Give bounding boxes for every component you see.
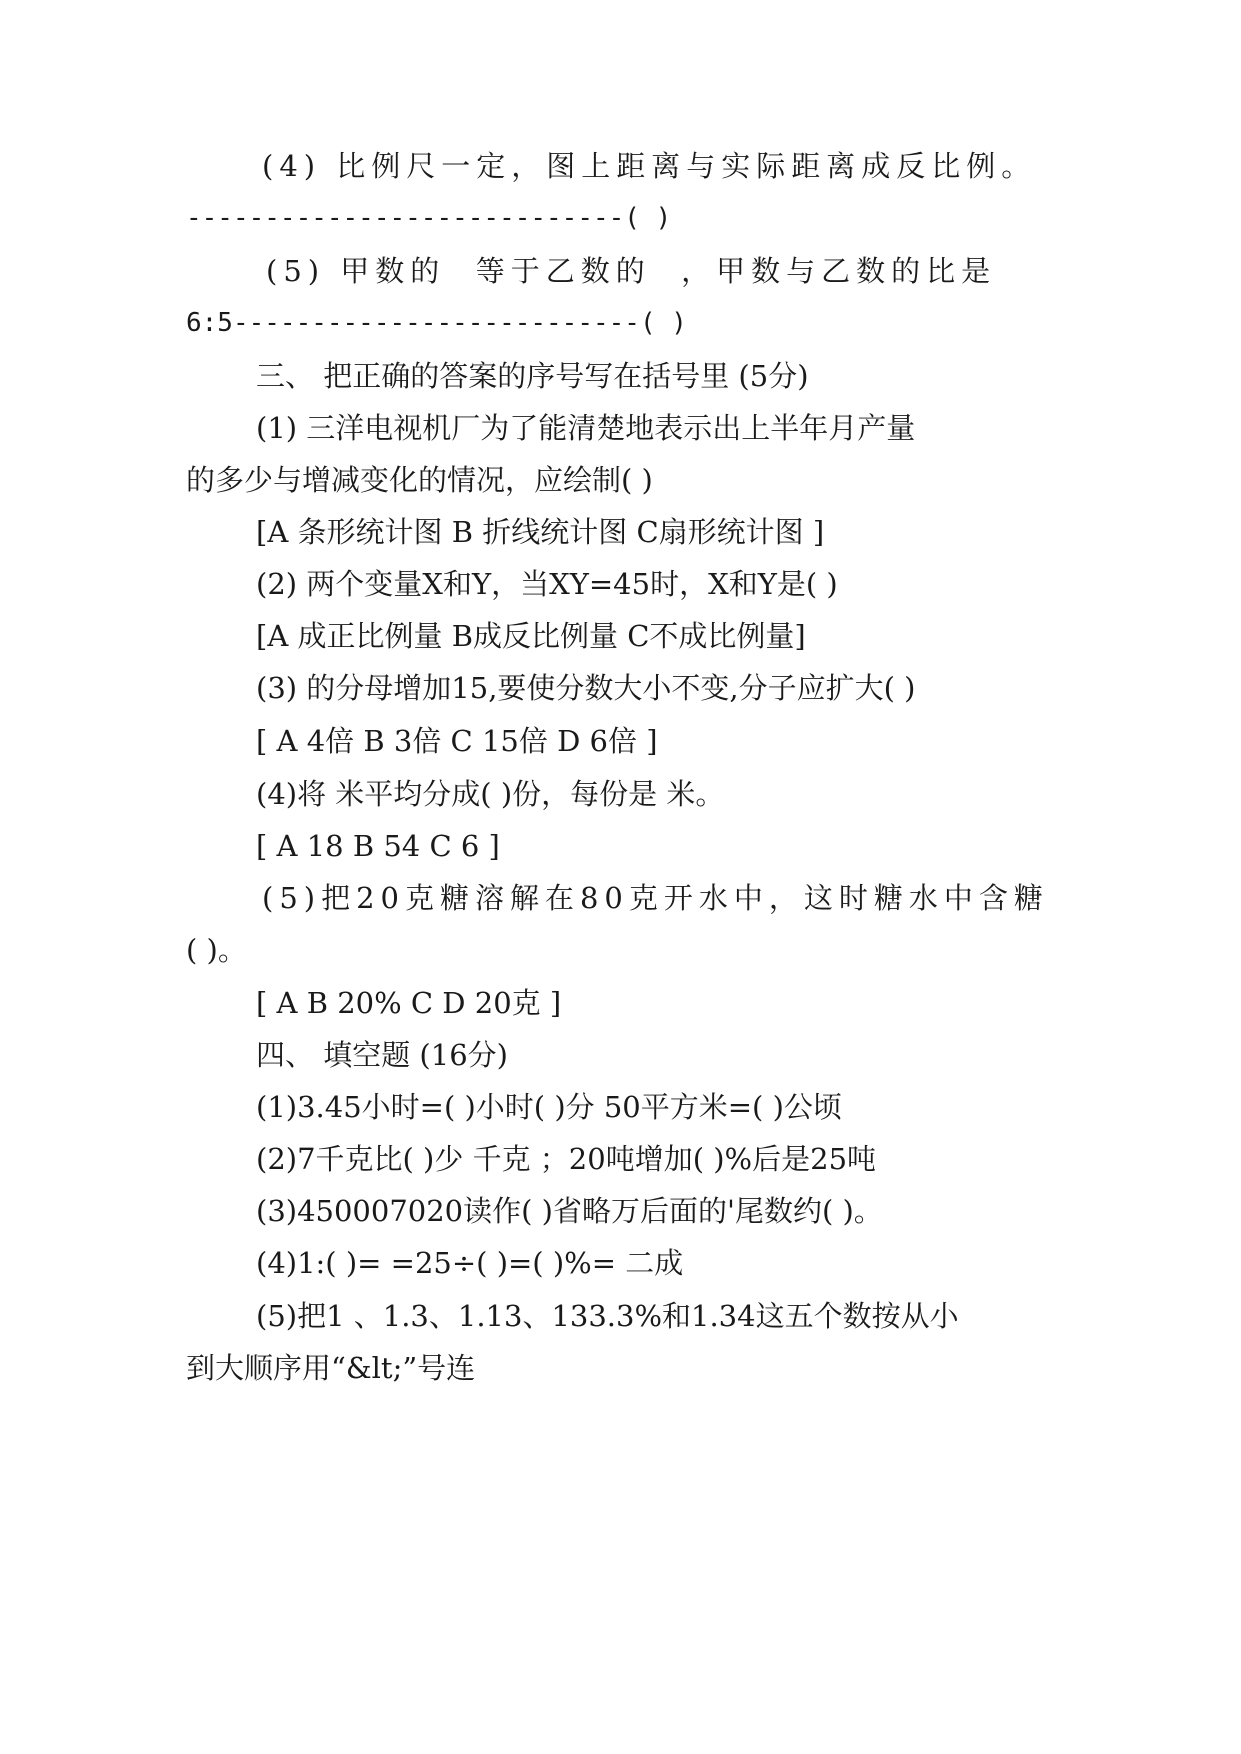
choice-options-3: [ A 4倍 B 3倍 C 15倍 D 6倍 ]	[256, 724, 658, 758]
choice-options-5: [ A B 20% C D 20克 ]	[256, 986, 562, 1020]
choice-question-5: (5)把20克糖溶解在80克开水中，这时糖水中含糖	[262, 881, 1049, 915]
choice-options-2: [A 成正比例量 B成反比例量 C不成比例量]	[256, 619, 806, 653]
fill-blank-4: (4)1:( )= =25÷( )=( )%= 二成	[256, 1246, 684, 1280]
choice-question-3: (3) 的分母增加15,要使分数大小不变,分子应扩大( )	[256, 671, 916, 705]
fill-blank-5: (5)把1 、1.3、1.13、133.3%和1.34这五个数按从小	[256, 1299, 959, 1333]
judgment-item-4: (4) 比例尺一定，图上距离与实际距离成反比例。	[262, 149, 1037, 183]
judgment-item-4-answer-line: ----------------------------( )	[186, 203, 672, 233]
choice-question-4: (4)将 米平均分成( )份，每份是 米。	[256, 777, 725, 811]
fill-blank-1: (1)3.45小时=( )小时( )分 50平方米=( )公顷	[256, 1090, 842, 1124]
choice-question-2: (2) 两个变量X和Y，当XY=45时，X和Y是( )	[256, 567, 838, 601]
fill-blank-2: (2)7千克比( )少 千克 ；20吨增加( )%后是25吨	[256, 1142, 877, 1176]
choice-question-1: (1) 三洋电视机厂为了能清楚地表示出上半年月产量	[256, 411, 916, 445]
fill-blank-5-continued: 到大顺序用“&lt;”号连	[186, 1351, 476, 1385]
judgment-item-5-answer-line: 6:5--------------------------( )	[186, 308, 687, 338]
fill-blank-3: (3)450007020读作( )省略万后面的'尾数约( )。	[256, 1194, 883, 1228]
choice-question-1-continued: 的多少与增减变化的情况，应绘制( )	[186, 463, 653, 497]
choice-options-4: [ A 18 B 54 C 6 ]	[256, 829, 500, 863]
judgment-item-5: (5) 甲数的 等于乙数的 ，甲数与乙数的比是	[266, 254, 997, 288]
section-four-heading: 四、 填空题 (16分)	[256, 1038, 508, 1072]
section-three-heading: 三、 把正确的答案的序号写在括号里 (5分)	[256, 359, 809, 393]
choice-question-5-continued: ( )。	[186, 933, 247, 967]
choice-options-1: [A 条形统计图 B 折线统计图 C扇形统计图 ]	[256, 515, 825, 549]
